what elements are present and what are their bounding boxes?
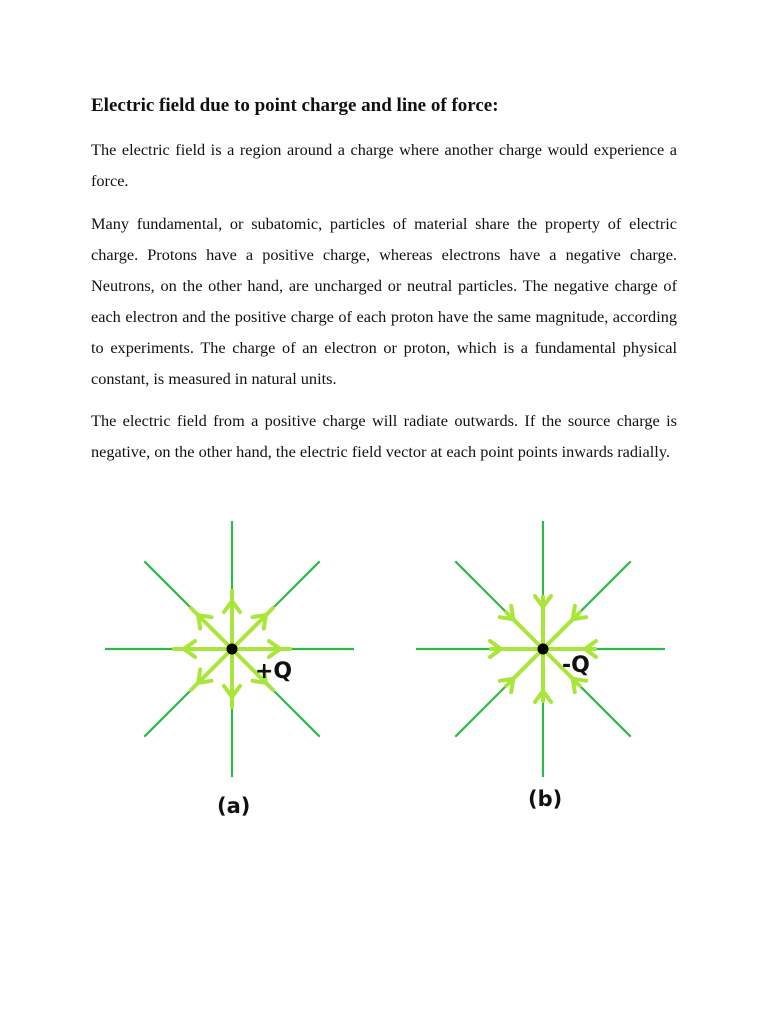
panel-negative-charge xyxy=(416,521,665,777)
positive-charge-label: +Q xyxy=(255,659,293,684)
paragraph-particle-charge: Many fundamental, or subatomic, particles of material share the property of electric charge. Protons have a positive charge, whereas electrons have a negative charge. Neutrons, on the other hand, are uncharged or neutral particles. The negative charge of each electron and the positive charge of each proton have the same magnitude, according to experiments. The charge of an electron or proton, which is a fundamental physical constant, is measured in natural units. xyxy=(91,214,677,388)
point-charge xyxy=(227,644,238,655)
negative-charge-label: -Q xyxy=(562,653,590,678)
panel-b-caption: (b) xyxy=(528,787,563,811)
paragraph-field-definition: The electric field is a region around a charge where another charge would experience a force. xyxy=(91,140,677,190)
panel-positive-charge xyxy=(105,521,354,777)
document-heading: Electric field due to point charge and line of force: xyxy=(91,95,499,116)
point-charge xyxy=(538,644,549,655)
field-lines-figure xyxy=(0,515,768,825)
paragraph-field-direction: The electric field from a positive charge will radiate outwards. If the source charge is negative, on the other hand, the electric field vector at each point points inwards radially. xyxy=(91,411,677,461)
panel-a-caption: (a) xyxy=(217,794,251,818)
